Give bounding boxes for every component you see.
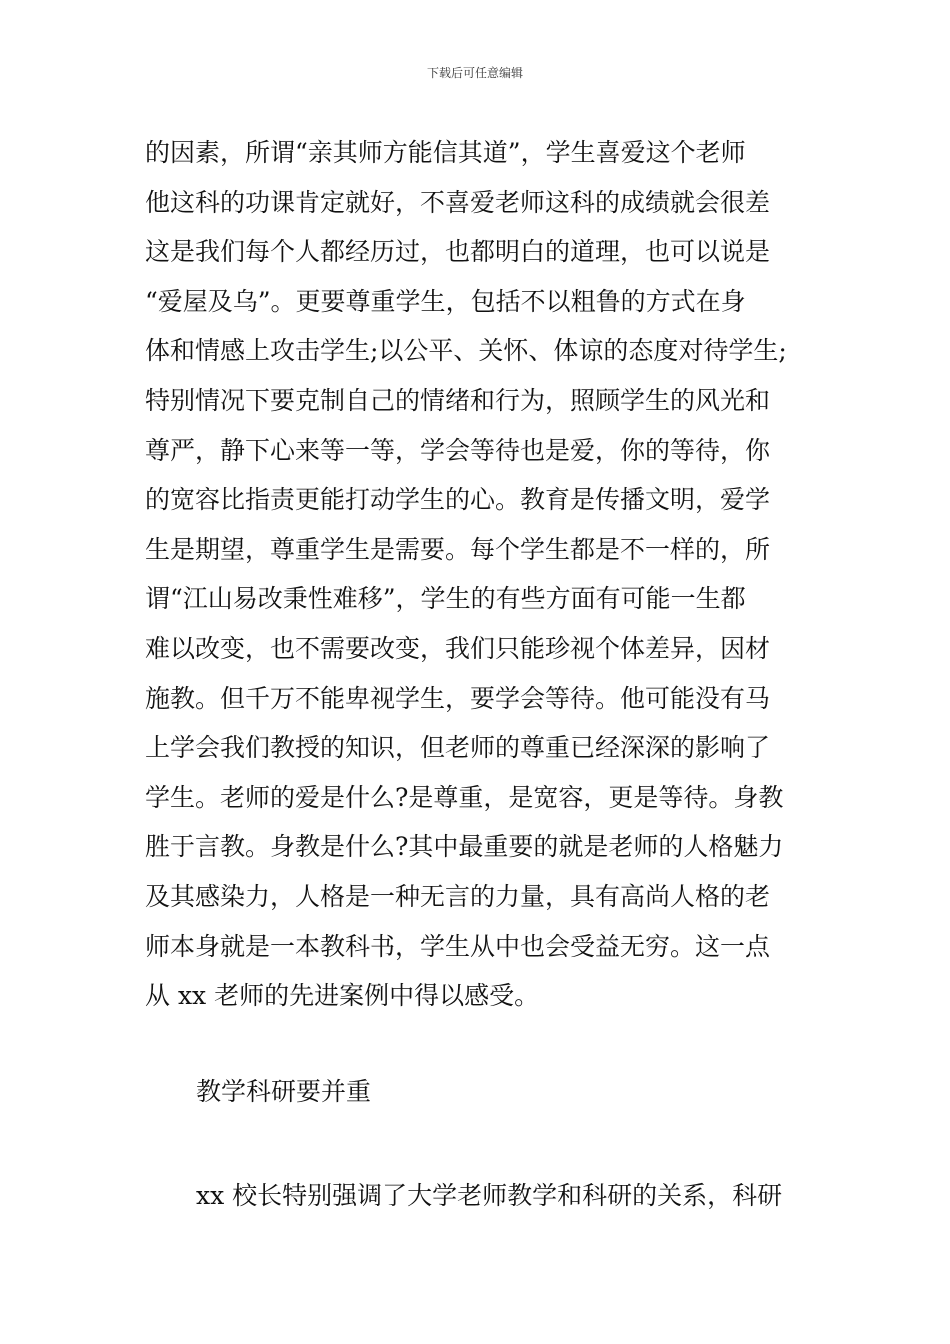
paragraph-second: xx 校长特别强调了大学老师教学和科研的关系，科研	[196, 1181, 783, 1210]
text-line: 师本身就是一本教科书，学生从中也会受益无穷。这一点	[145, 931, 771, 961]
text-line: 学生。老师的爱是什么?是尊重，是宽容，更是等待。身教	[145, 782, 784, 812]
text-line: 从 xx 老师的先进案例中得以感受。	[145, 981, 540, 1011]
text-line: 谓“江山易改秉性难移”，学生的有些方面有可能一生都	[145, 584, 746, 614]
paragraph-main	[145, 128, 810, 1021]
text-line: “爱屋及乌”。更要尊重学生，包括不以粗鲁的方式在身	[145, 286, 746, 316]
page-header: 下载后可任意编辑	[426, 66, 523, 80]
text-line: 生是期望，尊重学生是需要。每个学生都是不一样的，所	[145, 534, 771, 564]
text-line: 难以改变，也不需要改变，我们只能珍视个体差异，因材	[145, 633, 771, 663]
text-line: 这是我们每个人都经历过，也都明白的道理，也可以说是	[145, 237, 771, 267]
text-line: 的宽容比指责更能打动学生的心。教育是传播文明，爱学	[145, 485, 771, 515]
text-line: 及其感染力，人格是一种无言的力量，具有高尚人格的老	[145, 881, 771, 911]
text-line: 特别情况下要克制自己的情绪和行为，照顾学生的风光和	[145, 385, 771, 415]
text-line: 施教。但千万不能卑视学生，要学会等待。他可能没有马	[145, 683, 771, 713]
text-line: 的因素，所谓“亲其师方能信其道”，学生喜爱这个老师	[145, 138, 746, 167]
section-heading: 教学科研要并重	[196, 1077, 372, 1106]
text-line: 体和情感上攻击学生;以公平、关怀、体谅的态度对待学生;	[145, 336, 787, 366]
text-line: 上学会我们教授的知识，但老师的尊重已经深深的影响了	[145, 733, 771, 763]
text-line: 尊严，静下心来等一等，学会等待也是爱，你的等待，你	[145, 435, 771, 465]
text-line: 胜于言教。身教是什么?其中最重要的就是老师的人格魅力	[145, 832, 784, 862]
text-line: 他这科的功课肯定就好，不喜爱老师这科的成绩就会很差	[145, 187, 771, 217]
